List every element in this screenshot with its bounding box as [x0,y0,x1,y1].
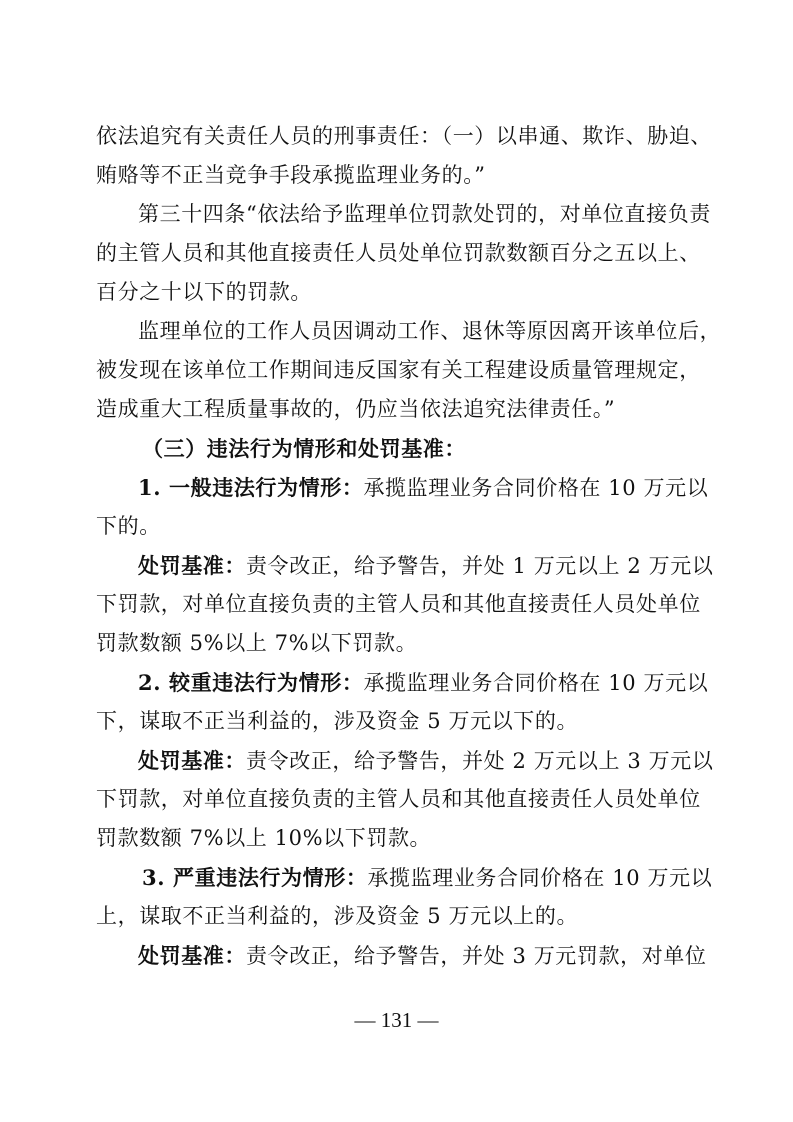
item-3-line [96,858,713,897]
body-line: 被发现在该单位工作期间违反国家有关工程建设质量管理规定， [96,358,701,382]
penalty-1-line [96,546,714,585]
penalty-1-continuation: 罚款数额 5%以上 7%以下罚款。 [96,631,418,655]
body-line: 的主管人员和其他直接责任人员处单位罚款数额百分之五以上、 [96,241,701,265]
item-2-line [96,663,709,702]
item-3-label: 3. 严重违法行为情形： [142,865,368,890]
item-2-text: 承揽监理业务合同价格在 10 万元以 [363,671,709,695]
penalty-1-text: 责令改正，给予警告，并处 1 万元以上 2 万元以 [246,554,714,578]
body-line: 贿赂等不正当竞争手段承揽监理业务的。” [96,163,486,187]
body-line: 第三十四条“依法给予监理单位罚款处罚的，对单位直接负责 [138,202,711,226]
penalty-1-continuation: 下罚款，对单位直接负责的主管人员和其他直接责任人员处单位 [96,592,701,616]
penalty-1-label: 处罚基准： [138,553,246,578]
penalty-2-text: 责令改正，给予警告，并处 2 万元以上 3 万元以 [246,749,714,773]
penalty-3-label: 处罚基准： [138,943,246,968]
penalty-2-continuation: 罚款数额 7%以上 10%以下罚款。 [96,826,432,850]
item-1-text: 承揽监理业务合同价格在 10 万元以 [363,476,709,500]
body-line: 百分之十以下的罚款。 [96,280,312,304]
item-3-text: 承揽监理业务合同价格在 10 万元以 [367,866,713,890]
penalty-2-continuation: 下罚款，对单位直接负责的主管人员和其他直接责任人员处单位 [96,787,701,811]
item-1-line [96,468,709,507]
penalty-3-line [96,936,707,975]
item-2-continuation: 下，谋取不正当利益的，涉及资金 5 万元以下的。 [96,709,579,733]
page-number: — 131 — [354,1008,439,1032]
body-line: 监理单位的工作人员因调动工作、退休等原因离开该单位后， [138,319,722,343]
item-1-label: 1. 一般违法行为情形： [138,475,364,500]
body-line: 依法追究有关责任人员的刑事责任：（一）以串通、欺诈、胁迫、 [96,124,712,148]
item-3-continuation: 上，谋取不正当利益的，涉及资金 5 万元以上的。 [96,904,579,928]
item-2-label: 2. 较重违法行为情形： [138,670,364,695]
penalty-3-text: 责令改正，给予警告，并处 3 万元罚款，对单位 [246,944,707,968]
item-1-continuation: 下的。 [96,514,161,538]
body-line: 造成重大工程质量事故的，仍应当依法追究法律责任。” [96,397,616,421]
section-heading: （三）违法行为情形和处罚基准： [142,436,466,461]
penalty-2-line [96,741,714,780]
penalty-2-label: 处罚基准： [138,748,246,773]
document-body [96,117,722,975]
